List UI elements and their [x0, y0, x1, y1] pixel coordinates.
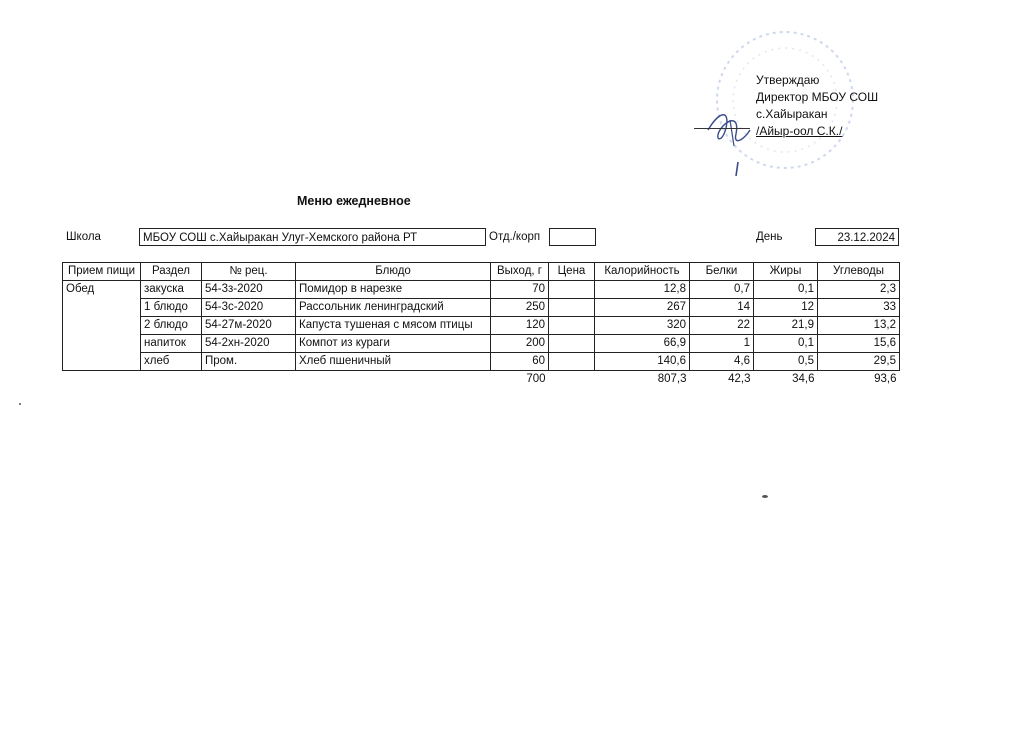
empty-cell — [296, 371, 491, 389]
page-title: Меню ежедневное — [297, 194, 411, 208]
table-cell: 14 — [690, 299, 754, 317]
approval-line-signatory: /Айыр-оол С.К./ — [756, 124, 843, 138]
table-cell: 22 — [690, 317, 754, 335]
table-row — [63, 317, 900, 335]
table-cell: 66,9 — [595, 335, 690, 353]
total-cell: 93,6 — [874, 373, 897, 386]
table-cell: 320 — [595, 317, 690, 335]
empty-cell — [141, 371, 202, 389]
column-header: Белки — [690, 263, 754, 281]
table-cell: 54-3с-2020 — [202, 299, 296, 317]
column-header: № рец. — [202, 263, 296, 281]
table-cell: 21,9 — [754, 317, 818, 335]
totals-row — [63, 371, 900, 389]
table-cell: закуска — [141, 281, 202, 299]
total-cell: 700 — [526, 373, 546, 386]
dept-label: Отд./корп — [489, 231, 541, 243]
empty-cell — [202, 371, 296, 389]
table-cell: 29,5 — [818, 353, 900, 371]
table-cell: 54-2хн-2020 — [202, 335, 296, 353]
scan-speck — [762, 495, 768, 498]
approval-line-approve: Утверждаю — [756, 73, 820, 87]
table-cell: Капуста тушеная с мясом птицы — [296, 317, 491, 335]
scan-speck — [19, 403, 21, 405]
table-cell: напиток — [141, 335, 202, 353]
table-cell: 140,6 — [595, 353, 690, 371]
table-cell: 4,6 — [690, 353, 754, 371]
column-header: Блюдо — [296, 263, 491, 281]
table-cell: 0,5 — [754, 353, 818, 371]
total-cell: 34,6 — [792, 373, 815, 386]
table-cell: 1 блюдо — [141, 299, 202, 317]
column-header: Раздел — [141, 263, 202, 281]
table-cell: Пром. — [202, 353, 296, 371]
menu-table — [62, 262, 900, 389]
table-cell: 54-3з-2020 — [202, 281, 296, 299]
table-cell: Компот из кураги — [296, 335, 491, 353]
dept-value — [549, 228, 596, 246]
table-cell: хлеб — [141, 353, 202, 371]
table-cell: 250 — [491, 299, 549, 317]
table-cell — [549, 281, 595, 299]
column-header: Прием пищи — [63, 263, 141, 281]
total-cell: 807,3 — [657, 373, 687, 386]
table-cell: 13,2 — [818, 317, 900, 335]
table-cell — [549, 299, 595, 317]
table-row — [63, 335, 900, 353]
table-cell: 120 — [491, 317, 549, 335]
table-cell — [549, 317, 595, 335]
table-cell: 200 — [491, 335, 549, 353]
table-cell: 60 — [491, 353, 549, 371]
table-cell: Помидор в нарезке — [296, 281, 491, 299]
empty-cell — [63, 371, 141, 389]
school-label: Школа — [66, 231, 101, 243]
table-cell: 12,8 — [595, 281, 690, 299]
table-cell: 2,3 — [818, 281, 900, 299]
column-header: Выход, г — [491, 263, 549, 281]
approval-block — [756, 72, 878, 140]
table-cell: 15,6 — [818, 335, 900, 353]
table-row — [63, 353, 900, 371]
day-value: 23.12.2024 — [815, 228, 899, 246]
table-header-row — [63, 263, 900, 281]
table-cell: 0,1 — [754, 335, 818, 353]
table-cell: 267 — [595, 299, 690, 317]
table-row — [63, 299, 900, 317]
table-cell: Рассольник ленинградский — [296, 299, 491, 317]
day-label: День — [756, 231, 783, 243]
table-cell: 2 блюдо — [141, 317, 202, 335]
table-cell: Хлеб пшеничный — [296, 353, 491, 371]
table-row — [63, 281, 900, 299]
meal-cell: Обед — [63, 281, 141, 371]
approval-line-director: Директор МБОУ СОШ — [756, 90, 879, 104]
table-cell — [549, 335, 595, 353]
table-cell: 0,1 — [754, 281, 818, 299]
table-cell — [549, 353, 595, 371]
table-cell: 1 — [690, 335, 754, 353]
table-cell: 33 — [818, 299, 900, 317]
approval-line-village: с.Хайыракан — [756, 107, 828, 121]
column-header: Калорийность — [595, 263, 690, 281]
table-cell: 70 — [491, 281, 549, 299]
signature-line — [694, 128, 750, 129]
table-cell: 12 — [754, 299, 818, 317]
table-cell: 54-27м-2020 — [202, 317, 296, 335]
table-cell: 0,7 — [690, 281, 754, 299]
column-header: Цена — [549, 263, 595, 281]
school-value: МБОУ СОШ с.Хайыракан Улуг-Хемского района РТ — [139, 228, 486, 246]
signature-icon — [700, 100, 760, 180]
column-header: Углеводы — [818, 263, 900, 281]
column-header: Жиры — [754, 263, 818, 281]
total-cell — [549, 371, 595, 389]
total-cell: 42,3 — [728, 373, 751, 386]
